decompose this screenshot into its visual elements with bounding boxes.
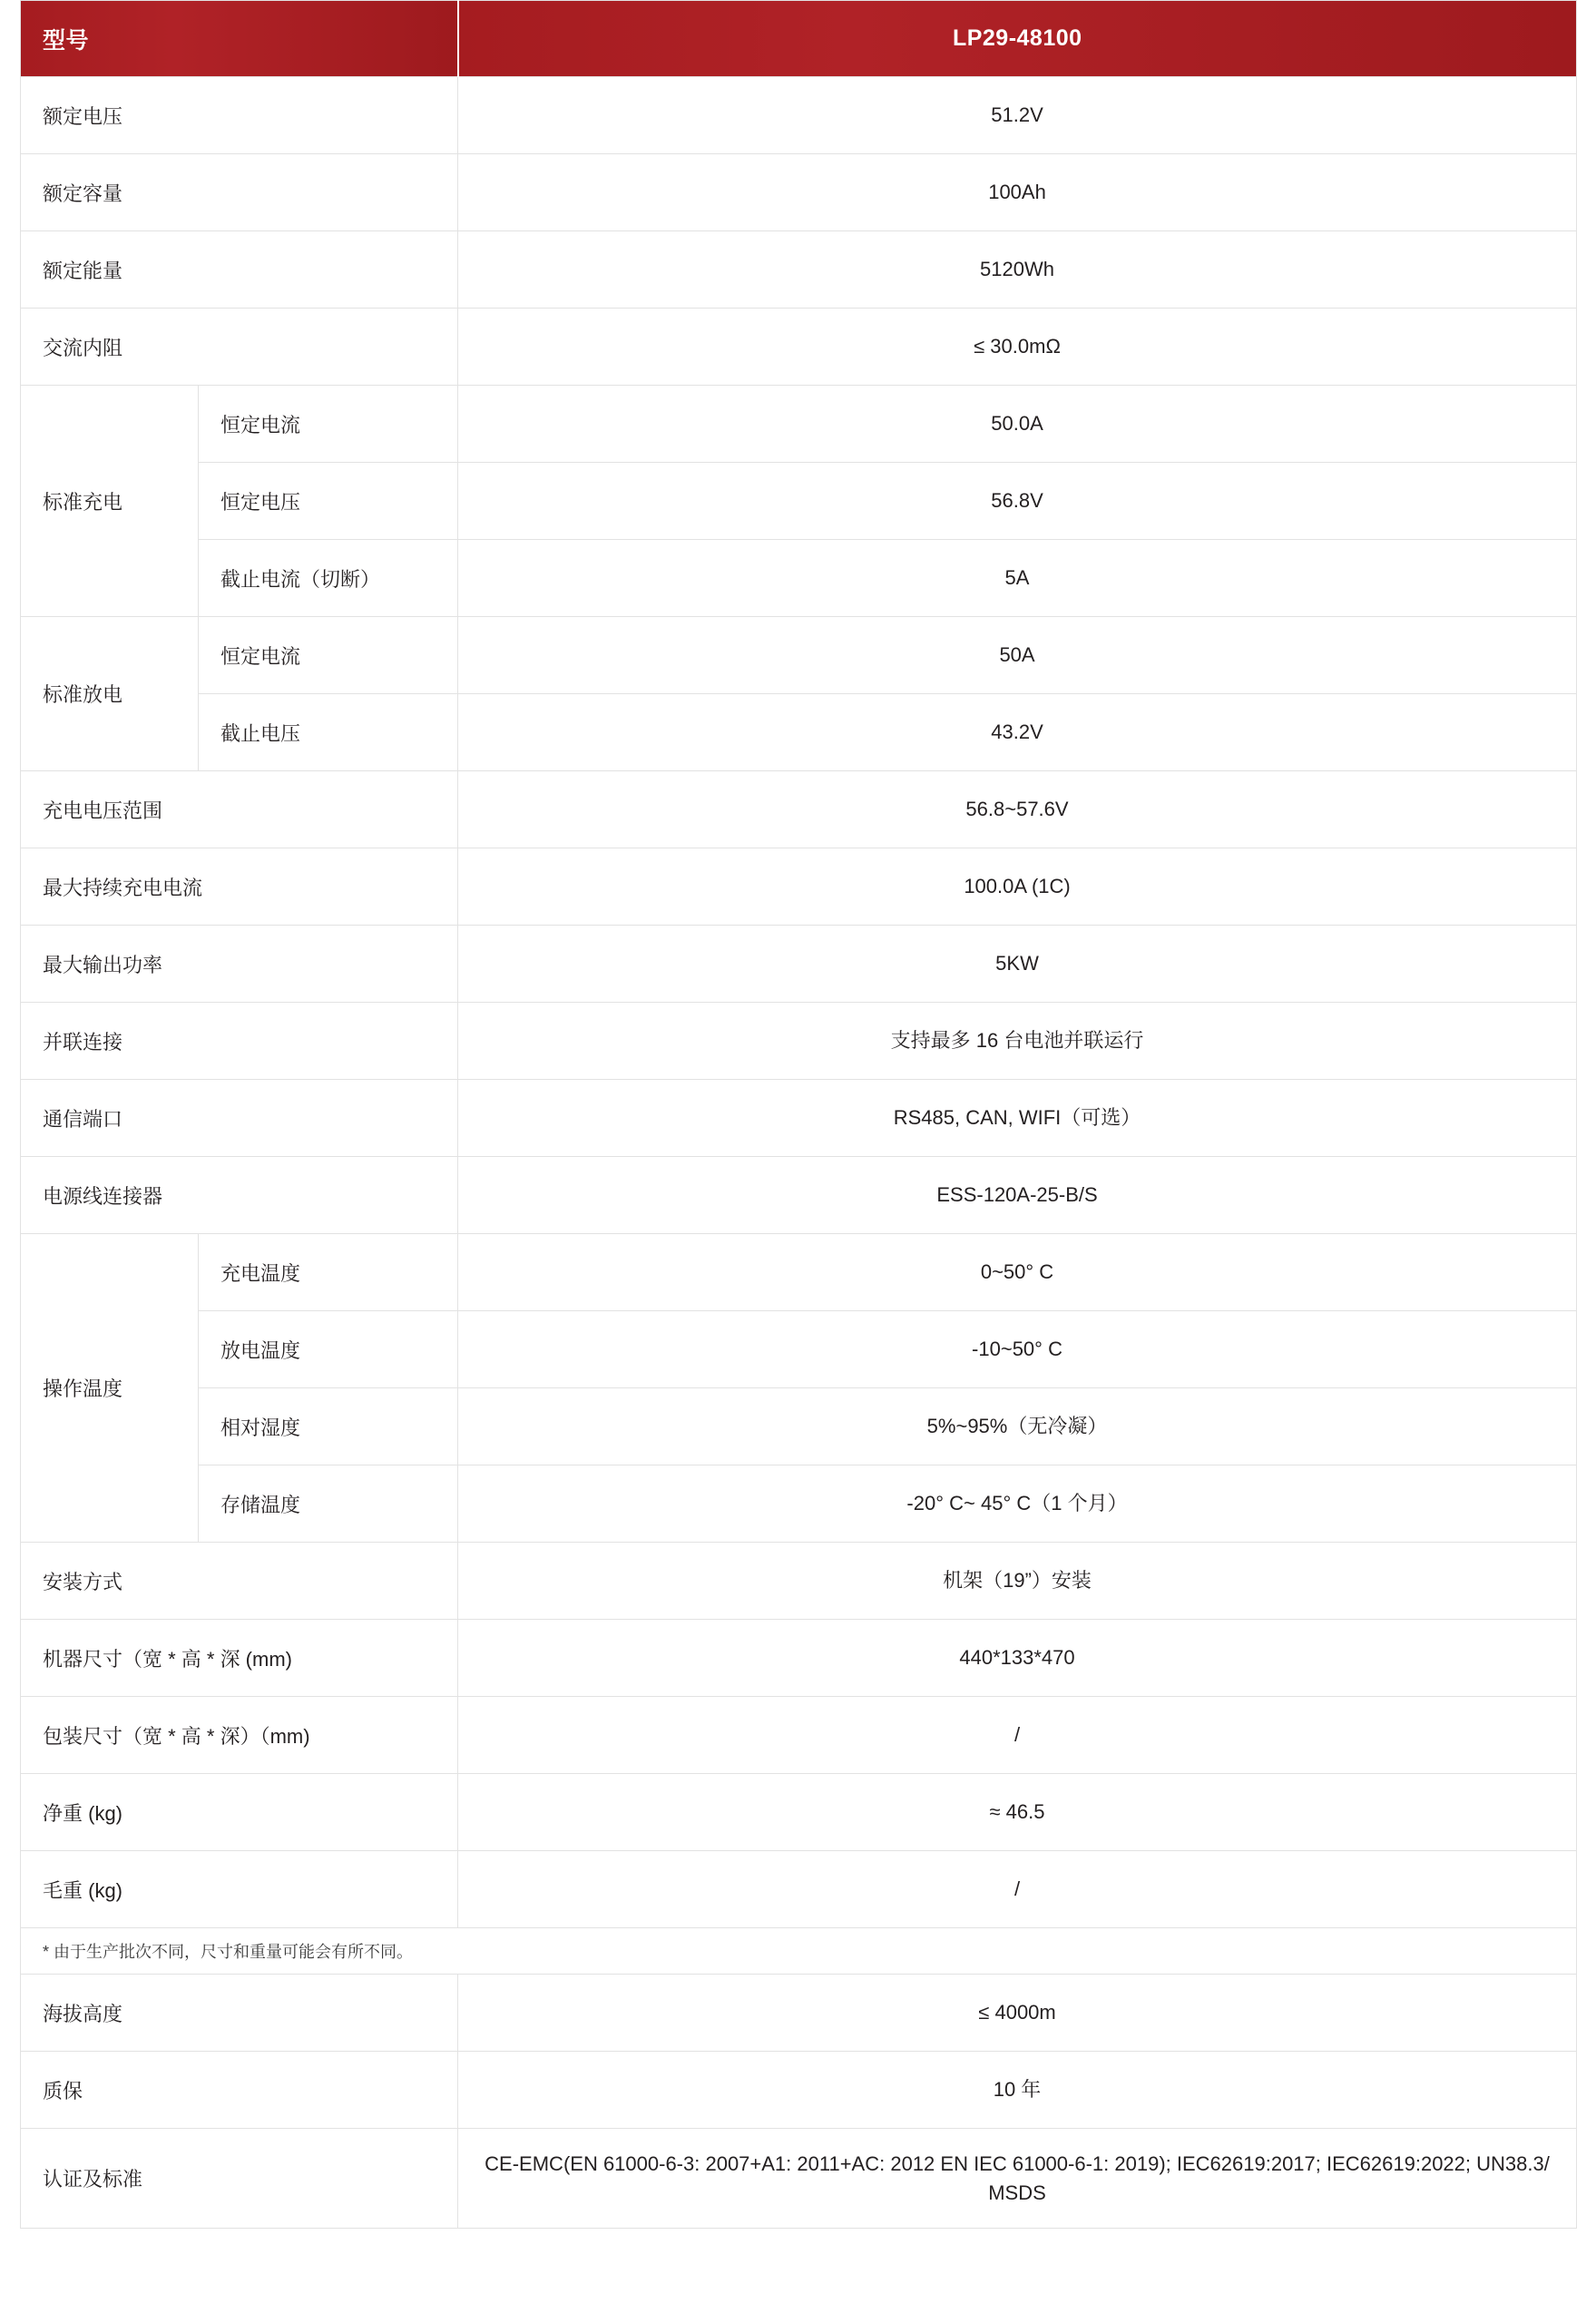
table-row bbox=[21, 848, 1577, 926]
row-label: 机器尺寸（宽 * 高 * 深 (mm) bbox=[21, 1620, 458, 1697]
row-value: CE-EMC(EN 61000-6-3: 2007+A1: 2011+AC: 2012 EN IEC 61000-6-1: 2019); IEC62619:2017; IEC62619:2022; UN38.3/ MSDS bbox=[458, 2129, 1577, 2229]
row-label: 最大输出功率 bbox=[21, 926, 458, 1003]
row-value: RS485, CAN, WIFI（可选） bbox=[458, 1080, 1577, 1157]
table-header-row bbox=[21, 1, 1577, 77]
row-value: 5%~95%（无冷凝） bbox=[458, 1388, 1577, 1465]
row-value: 5A bbox=[458, 540, 1577, 617]
table-row bbox=[21, 771, 1577, 848]
table-row bbox=[21, 1234, 1577, 1311]
row-value: ≈ 46.5 bbox=[458, 1774, 1577, 1851]
row-value: ESS-120A-25-B/S bbox=[458, 1157, 1577, 1234]
row-value: 10 年 bbox=[458, 2052, 1577, 2129]
row-label: 认证及标准 bbox=[21, 2129, 458, 2229]
row-label: 净重 (kg) bbox=[21, 1774, 458, 1851]
table-row bbox=[21, 1620, 1577, 1697]
row-label: 质保 bbox=[21, 2052, 458, 2129]
row-value: -10~50° C bbox=[458, 1311, 1577, 1388]
row-label: 海拔高度 bbox=[21, 1975, 458, 2052]
row-group-label: 标准放电 bbox=[21, 617, 199, 771]
table-row bbox=[21, 617, 1577, 694]
specification-table bbox=[20, 0, 1577, 2229]
table-row bbox=[21, 1003, 1577, 1080]
row-value: 51.2V bbox=[458, 77, 1577, 154]
row-value: ≤ 30.0mΩ bbox=[458, 309, 1577, 386]
table-row bbox=[21, 2052, 1577, 2129]
row-label: 额定容量 bbox=[21, 154, 458, 231]
row-value: 56.8~57.6V bbox=[458, 771, 1577, 848]
row-label: 通信端口 bbox=[21, 1080, 458, 1157]
row-label: 包装尺寸（宽 * 高 * 深）（mm) bbox=[21, 1697, 458, 1774]
row-value: / bbox=[458, 1851, 1577, 1928]
row-value: 50.0A bbox=[458, 386, 1577, 463]
table-row bbox=[21, 386, 1577, 463]
table-row bbox=[21, 77, 1577, 154]
row-value: / bbox=[458, 1697, 1577, 1774]
row-label: 充电电压范围 bbox=[21, 771, 458, 848]
row-label: 额定电压 bbox=[21, 77, 458, 154]
row-value: 50A bbox=[458, 617, 1577, 694]
header-model-label: 型号 bbox=[21, 1, 458, 77]
row-value: 43.2V bbox=[458, 694, 1577, 771]
table-body bbox=[21, 77, 1577, 2229]
row-value: 机架（19”）安装 bbox=[458, 1543, 1577, 1620]
table-row bbox=[21, 1851, 1577, 1928]
table-row bbox=[21, 1465, 1577, 1543]
table-row bbox=[21, 540, 1577, 617]
row-value: 5120Wh bbox=[458, 231, 1577, 309]
row-sublabel: 充电温度 bbox=[199, 1234, 458, 1311]
row-label: 毛重 (kg) bbox=[21, 1851, 458, 1928]
row-label: 电源线连接器 bbox=[21, 1157, 458, 1234]
table-row bbox=[21, 1697, 1577, 1774]
row-group-label: 操作温度 bbox=[21, 1234, 199, 1543]
table-row bbox=[21, 463, 1577, 540]
row-sublabel: 相对湿度 bbox=[199, 1388, 458, 1465]
table-row bbox=[21, 309, 1577, 386]
row-sublabel: 恒定电流 bbox=[199, 617, 458, 694]
table-row bbox=[21, 926, 1577, 1003]
table-row bbox=[21, 1080, 1577, 1157]
table-header bbox=[21, 1, 1577, 77]
row-sublabel: 放电温度 bbox=[199, 1311, 458, 1388]
row-label: 交流内阻 bbox=[21, 309, 458, 386]
row-label: 最大持续充电电流 bbox=[21, 848, 458, 926]
row-value: 56.8V bbox=[458, 463, 1577, 540]
table-row bbox=[21, 1975, 1577, 2052]
table-row bbox=[21, 694, 1577, 771]
row-value: 0~50° C bbox=[458, 1234, 1577, 1311]
header-model-value: LP29-48100 bbox=[458, 1, 1577, 77]
table-row bbox=[21, 1543, 1577, 1620]
row-sublabel: 存储温度 bbox=[199, 1465, 458, 1543]
row-label: 并联连接 bbox=[21, 1003, 458, 1080]
row-label: 安装方式 bbox=[21, 1543, 458, 1620]
table-note-row bbox=[21, 1928, 1577, 1975]
row-value: ≤ 4000m bbox=[458, 1975, 1577, 2052]
row-value: -20° C~ 45° C（1 个月） bbox=[458, 1465, 1577, 1543]
table-row bbox=[21, 2129, 1577, 2229]
row-group-label: 标准充电 bbox=[21, 386, 199, 617]
table-row bbox=[21, 1311, 1577, 1388]
row-value: 100Ah bbox=[458, 154, 1577, 231]
row-sublabel: 恒定电压 bbox=[199, 463, 458, 540]
table-row bbox=[21, 154, 1577, 231]
row-value: 5KW bbox=[458, 926, 1577, 1003]
footnote: * 由于生产批次不同，尺寸和重量可能会有所不同。 bbox=[21, 1928, 1577, 1975]
row-sublabel: 恒定电流 bbox=[199, 386, 458, 463]
table-row bbox=[21, 1774, 1577, 1851]
row-sublabel: 截止电压 bbox=[199, 694, 458, 771]
row-value: 100.0A (1C) bbox=[458, 848, 1577, 926]
row-value: 440*133*470 bbox=[458, 1620, 1577, 1697]
table-row bbox=[21, 1388, 1577, 1465]
table-row bbox=[21, 231, 1577, 309]
row-label: 额定能量 bbox=[21, 231, 458, 309]
row-value: 支持最多 16 台电池并联运行 bbox=[458, 1003, 1577, 1080]
row-sublabel: 截止电流（切断） bbox=[199, 540, 458, 617]
table-row bbox=[21, 1157, 1577, 1234]
